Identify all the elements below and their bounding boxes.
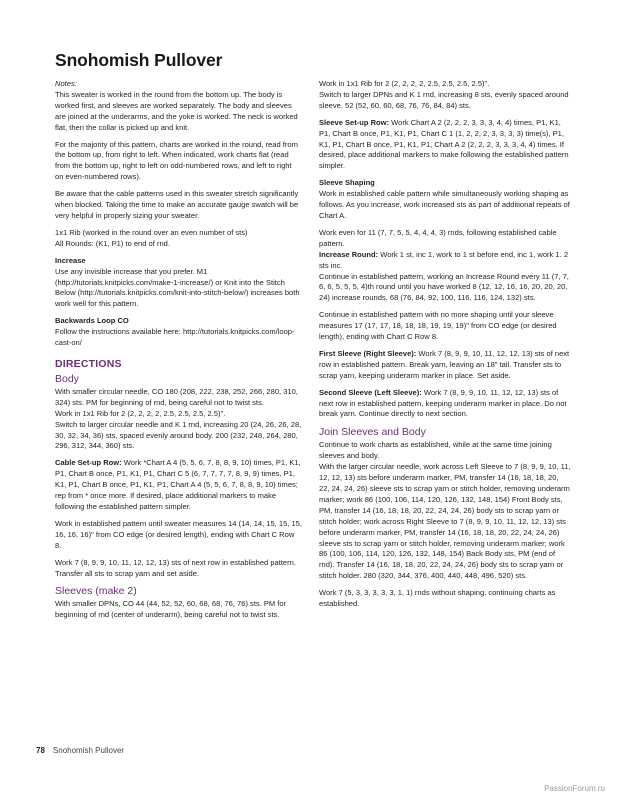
sleeves-heading: Sleeves (make 2): [55, 585, 137, 598]
cable-setup-text: Work *Chart A 4 (5, 5, 6, 7, 8, 8, 9, 10) times, P1, K1, P1, Chart B once, P1, K1, P1, Chart C 5 (6, 7, 7, 7, 7, 8, 9, 9) times, P1, K1, P1, Chart B once, P1, K1, P1, Chart A 4 (5, 5, 6, 7, 8, 8, 9, 10) times; rep from * once more. If desired, place additional markers to make following the established pattern simpler.: [55, 458, 301, 511]
body-length: Work in established pattern until sweater measures 14 (14, 14, 15, 15, 15, 16, 16, 16)" from CO edge (or desired length), ending with Chart C Row 8.: [55, 518, 302, 550]
sleeve-shaping-length: Continue in established pattern with no more shaping until your sleeve measures 17 (17, 17, 18, 18, 18, 19, 19, 19)" from CO edge (or desired length), ending with Chart C Row 8.: [319, 310, 557, 342]
watermark: PassionForum.ru: [544, 784, 605, 793]
increase-heading: Increase: [55, 255, 86, 265]
sleeve-setup-label: Sleeve Set-up Row:: [319, 117, 390, 127]
body-cast-on: With smaller circular needle, CO 180 (208, 222, 238, 252, 266, 280, 310, 324) sts. PM for beginning of rnd, being careful not to twist sts.: [55, 386, 298, 407]
cable-setup-label: Cable Set-up Row:: [55, 458, 122, 468]
sleeve-rib: Work in 1x1 Rib for 2 (2, 2, 2, 2, 2.5, 2.5, 2.5, 2.5)".: [319, 79, 490, 88]
body-increase: Switch to larger circular needle and K 1 rnd, increasing 20 (24, 26, 26, 28, 30, 32, 34, 36) sts, spaced evenly around body. 200 (232, 248, 264, 280, 296, 312, 344, 360) sts.: [55, 419, 302, 451]
page-number: 78: [36, 746, 45, 755]
backwards-loop-heading: Backwards Loop CO: [55, 316, 129, 326]
sleeve-increase: Switch to larger DPNs and K 1 rnd, increasing 8 sts, evenly spaced around sleeve. 52 (52, 60, 60, 68, 76, 76, 84, 84) sts.: [319, 89, 569, 110]
join-work-rounds: Work 7 (5, 3, 3, 3, 3, 3, 1, 1) rnds without shaping, continuing charts as established.: [319, 588, 556, 609]
body-rib: Work in 1x1 Rib for 2 (2, 2, 2, 2, 2.5, 2.5, 2.5, 2.5)".: [55, 408, 226, 418]
running-title: Snohomish Pullover: [52, 746, 125, 755]
body-heading: Body: [55, 372, 79, 385]
rib-definition: 1x1 Rib (worked in the round over an even number of sts): [55, 227, 248, 237]
first-sleeve-label: First Sleeve (Right Sleeve):: [319, 348, 417, 358]
join-instructions: With the larger circular needle, work across Left Sleeve to 7 (8, 9, 9, 10, 11, 12, 12, 13) sts before underarm marker, PM, transfer 14 (16, 18, 18, 20, 22, 24, 24, 26) sleeve sts to scrap yarn or stitch holder, removing underarm marker; work 86 (100, 106, 114, 120, 126, 132, 148, 154) Front Body sts, PM, transfer 14 (16, 18, 18, 20, 22, 24, 24, 26) body sts to scrap yarn or stitch holder; work across Right Sleeve to 7 (8, 9, 9, 10, 11, 12, 12, 13) sts before underarm marker, PM, transfer 14 (16, 18, 18, 20, 22, 24, 24, 26) sleeve sts to scrap yarn or stitch holder, removing underarm marker; work 86 (100, 106, 114, 120, 126, 132, 148, 154) Back Body sts, PM (end of rnd). Transfer 14 (16, 18, 18, 20, 22, 24, 24, 26) body sts to scrap yarn or stitch holder. 280 (320, 344, 376, 400, 440, 448, 496, 520) sts.: [319, 462, 571, 581]
join-intro: Continue to work charts as established, while at the same time joining sleeves and body.: [319, 440, 552, 461]
right-column: [319, 79, 571, 616]
sleeves-cast-on: With smaller DPNs, CO 44 (44, 52, 52, 60, 68, 68, 76, 76) sts. PM for beginning of rnd (center of underarm), being careful not to twist sts.: [55, 599, 287, 620]
increase-round-text: Work 1 st, inc 1, work to 1 st before end, inc 1, work 1. 2 sts inc.: [319, 249, 569, 270]
join-heading: Join Sleeves and Body: [319, 426, 426, 439]
first-sleeve: [319, 349, 571, 382]
sleeve-shaping-heading: Sleeve Shaping: [319, 178, 375, 188]
sleeve-setup-text: Work Chart A 2 (2, 2, 2, 3, 3, 3, 4, 4) times, P1, K1, P1, Chart B once, P1, K1, P1, Chart C 1 (1, 2, 2, 2, 3, 3, 3, 3) time(s), P1, K1, P1, Chart B once, P1, K1, P1, Chart A 2 (2, 2, 2, 3, 3, 3, 4, 4) times. If desired, place additional markers to make following the established pattern simpler.: [319, 117, 569, 171]
notes-paragraph-1: This sweater is worked in the round from the bottom up. The body is worked first, and sleeves are worked separately. The body and sleeves are joined at the underarms, and the yoke is worked. The neck is worked flat, then the collar is picked up and knit.: [55, 89, 298, 132]
notes-label: Notes:: [55, 79, 77, 88]
left-column: [55, 79, 302, 627]
increase-round-label: Increase Round:: [319, 249, 379, 259]
sleeve-shaping-intro: Work in established cable pattern while simultaneously working shaping as follows. As you increase, work increased sts as part of additional repeats of Chart A.: [319, 189, 570, 220]
sleeve-shaping-work-even: Work even for 11 (7, 7, 5, 5, 4, 4, 4, 3) rnds, following established cable pattern.: [319, 227, 557, 248]
sleeve-shaping-continue: Continue in established pattern, working an Increase Round every 11 (7, 7, 6, 6, 5, 5, 5, 4)th round until you have worked 8 (12, 12, 16, 16, 20, 20, 20, 24) increase rounds. 68 (76, 84, 92, 100, 116, 116, 124, 132) sts.: [319, 271, 569, 303]
notes-paragraph-3: Be aware that the cable patterns used in this sweater stretch significantly when blocked. Taking the time to make an accurate gauge swatch will be very helpful in properly sizing your sweater.: [55, 189, 299, 220]
page-title: Snohomish Pullover: [55, 50, 223, 70]
sleeve-setup-row: [319, 118, 571, 173]
second-sleeve-text: Work 7 (8, 9, 9, 10, 11, 12, 12, 13) sts of next row in established pattern, keeping underarm marker in place. Do not break yarn. Continue directly to next section.: [319, 387, 567, 419]
backwards-loop-text: Follow the instructions available here: http://tutorials.knitpicks.com/loop-cast-on/: [55, 327, 295, 348]
increase-text: Use any invisible increase that you prefer. M1 (http://tutorials.knitpicks.com/make-1-increase/) or Knit into the Stitch Below (http://tutorials.knitpicks.com/knit-into-stitch-below/) increases both work well for this pattern.: [55, 266, 300, 309]
first-sleeve-text: Work 7 (8, 9, 9, 10, 11, 12, 12, 13) sts of next row in established pattern. Break yarn, leaving an 18" tail. Transfer sts to scrap yarn, keeping underarm marker in place. Set aside.: [319, 348, 570, 380]
page-footer: [36, 746, 124, 755]
rib-rounds: All Rounds: (K1, P1) to end of rnd.: [55, 238, 170, 248]
second-sleeve: [319, 388, 571, 421]
body-set-aside: Work 7 (8, 9, 9, 10, 11, 12, 12, 13) sts of next row in established pattern. Transfer all sts to scrap yarn and set aside.: [55, 557, 296, 578]
second-sleeve-label: Second Sleeve (Left Sleeve):: [319, 387, 422, 397]
directions-heading: DIRECTIONS: [55, 357, 122, 370]
notes-paragraph-2: For the majority of this pattern, charts are worked in the round, read from the bottom up, from right to left. When indicated, work charts flat (read from the bottom up, right to left on odd-numbered rows, and left to right on even-numbered rows).: [55, 139, 298, 182]
increase-round: [319, 250, 571, 272]
cable-setup-row: [55, 458, 302, 513]
